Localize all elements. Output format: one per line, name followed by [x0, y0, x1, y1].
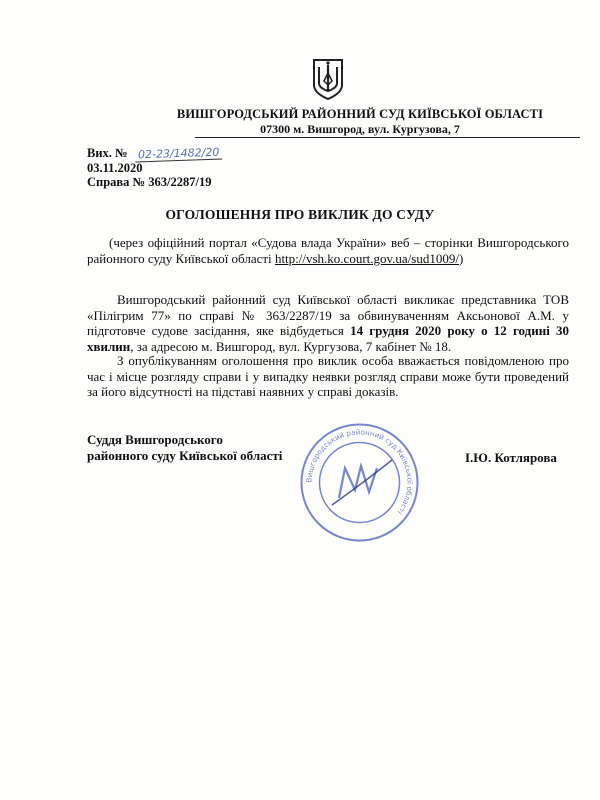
court-name: ВИШГОРОДСЬКИЙ РАЙОННИЙ СУД КИЇВСЬКОЇ ОБЛАСТІ: [176, 107, 544, 121]
judge-title-line1: Суддя Вишгородського: [87, 432, 223, 447]
outgoing-number-handwritten: 02-23/1482/20: [135, 145, 223, 162]
trident-icon: [311, 57, 345, 101]
hearing-datetime: 14 грудня 2020 року о 12 годині 30 хвилин: [87, 323, 569, 354]
judge-name: І.Ю. Котлярова: [465, 450, 557, 465]
document-date: 03.11.2020: [87, 161, 143, 175]
summons-text-part1: Вишгородський районний суд Київської області викликає представника ТОВ «Пілігрим 77» по справі № 363/2287/19 за обвинуваченням Аксьонової А.М. у підготовче судове засідання, яке відбудеться: [87, 292, 569, 338]
case-number: Справа № 363/2287/19: [87, 175, 212, 189]
outgoing-reference: [87, 146, 222, 161]
summons-paragraph: [87, 292, 569, 354]
judge-title: [87, 432, 282, 464]
portal-note-close: ): [458, 250, 464, 266]
round-seal-stamp-icon: [297, 420, 422, 545]
announcement-title: ОГОЛОШЕННЯ ПРО ВИКЛИК ДО СУДУ: [165, 207, 435, 222]
consequence-paragraph: З опублікуванням оголошення про виклик особа вважається повідомленою про час і місце розгляду справи і у випадку неявки розгляд справи може бути проведений за його відсутності на підставі наявних у справі доказів.: [87, 353, 569, 399]
judge-title-line2: районного суду Київської області: [87, 448, 283, 463]
court-website-link[interactable]: http://vsh.ko.court.gov.ua/sud1009/: [274, 250, 459, 266]
portal-note-text: (через офіційний портал «Судова влада України» веб – сторінки Вишгородського районного суду Київської області: [87, 235, 569, 266]
portal-note-paragraph: [87, 235, 569, 266]
stamp-text: Вишгородський районний суд Київської області: [304, 427, 415, 517]
header-divider: [195, 137, 580, 138]
outgoing-label: Вих. №: [87, 146, 128, 160]
summons-text-part2: , за адресою м. Вишгород, вул. Кургузова, 7 кабінет № 18.: [130, 338, 452, 354]
court-address: 07300 м. Вишгород, вул. Кургузова, 7: [260, 122, 460, 136]
